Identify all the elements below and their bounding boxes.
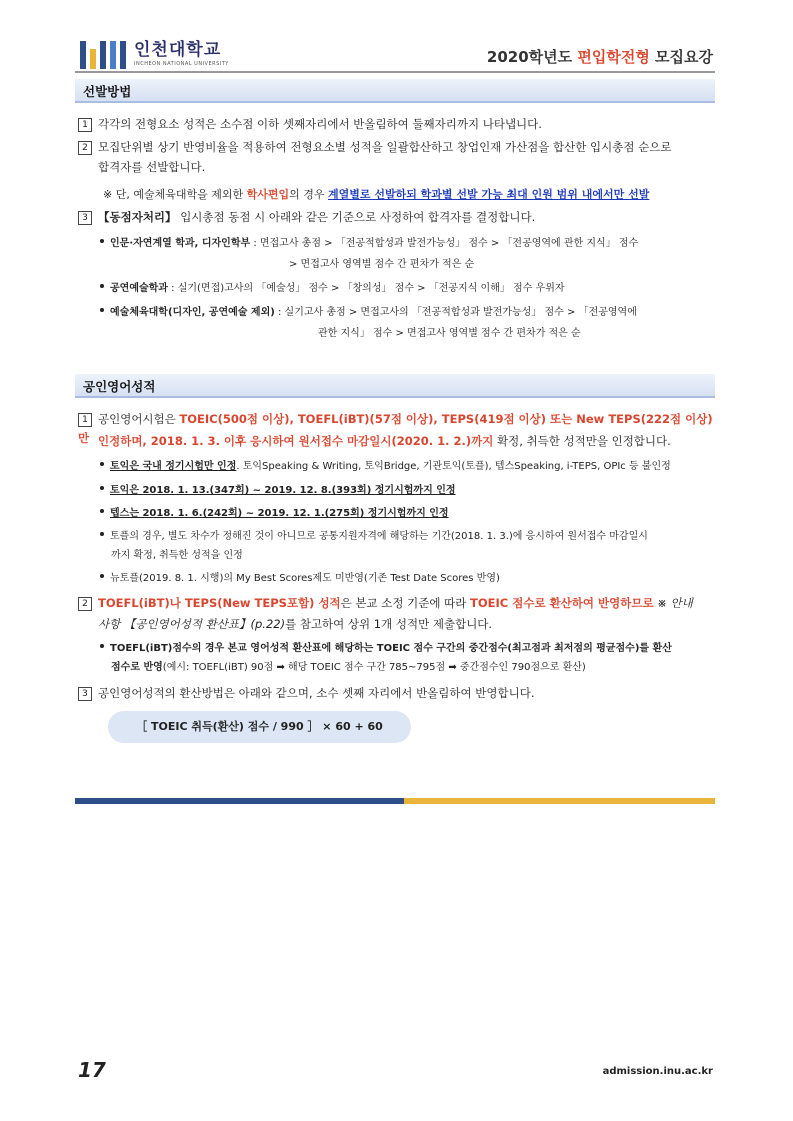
bullet-icon	[100, 239, 104, 243]
list-item: 1 각각의 전형요소 성적은 소수점 이하 셋째자리에서 반올림하여 둘째자리까지 나타냅니다.	[78, 115, 714, 134]
section-title: 선발방법	[83, 84, 132, 99]
section-title: 공인영어성적	[83, 379, 156, 394]
item-number: 3	[78, 211, 92, 225]
bullet-icon	[100, 532, 104, 536]
english-bullet: TOEFL(iBT)점수의 경우 본교 영어성적 환산표에 해당하는 TOEIC 점수 구간의 중간점수(최고점과 최저점의 평균점수)를 환산	[100, 640, 736, 658]
item-number: 2	[78, 597, 92, 611]
english-bullet: 뉴토플(2019. 8. 1. 시행)의 My Best Scores제도 미반영(기존 Test Date Scores 반영)	[100, 570, 736, 588]
bullet-icon	[100, 486, 104, 490]
english-bullet: 토익은 국내 정기시험만 인정. 토익Speaking & Writing, 토익Bridge, 기관토익(토플), 텝스Speaking, i-TEPS, OPIc 등 불인정	[100, 458, 736, 476]
list-item: 2 모집단위별 상기 반영비율을 적용하여 전형요소별 성적을 일괄합산하고 창업인재 가산점을 합산한 입시총점 순으로	[78, 138, 714, 157]
english-bullet: 토플의 경우, 별도 차수가 정해진 것이 아니므로 공통지원자격에 해당하는 기간(2018. 1. 3.)에 응시하여 원서접수 마감일시	[100, 528, 736, 546]
english-bullet: 토익은 2018. 1. 13.(347회) ~ 2019. 12. 8.(393회) 정기시험까지 인정	[100, 482, 736, 500]
inu-logo-icon	[78, 37, 128, 71]
english-bullet-continuation: 까지 확정, 취득한 성적을 인정	[111, 550, 243, 561]
page-header-title: 2020학년도 편입학전형 모집요강	[486, 48, 713, 66]
tie-rule-continuation: 관한 지식」 점수 > 면접고사 영역별 점수 간 편차가 적은 순	[318, 328, 581, 339]
note-line: ※ 단, 예술체육대학을 제외한 학사편입의 경우 계열별로 선발하되 학과별 선발 가능 최대 인원 범위 내에서만 선발	[103, 188, 650, 201]
item-number: 2	[78, 141, 92, 155]
bullet-icon	[100, 644, 104, 648]
logo-text: 인천대학교	[134, 39, 222, 60]
bullet-icon	[100, 284, 104, 288]
list-item-continuation: 사항 【공인영어성적 환산표】(p.22)를 참고하여 상위 1개 성적만 제출합니다.	[98, 617, 493, 631]
bullet-icon	[100, 462, 104, 466]
university-logo	[78, 36, 229, 72]
score-formula: ［ TOEIC 취득(환산) 점수 / 990 ］ × 60 + 60	[108, 711, 411, 743]
footer-bar-navy	[75, 798, 404, 804]
tie-rule: 공연예술학과 : 실기(면접)고사의 「예술성」 점수 > 「창의성」 점수 > 「전공지식 이해」 점수 우위자	[100, 280, 736, 298]
page-number: 17	[78, 1058, 106, 1082]
footer-bar-gold	[404, 798, 715, 804]
tie-rule: 인문·자연계열 학과, 디자인학부 : 면접고사 총점 > 「전공적합성과 발전가능성」 점수 > 「전공영역에 관한 지식」 점수	[100, 235, 736, 253]
bullet-icon	[100, 509, 104, 513]
item-number: 3	[78, 687, 92, 701]
tie-rule: 예술체육대학(디자인, 공연예술 제외) : 실기고사 총점 > 면접고사의 「전공적합성과 발전가능성」 점수 > 「전공영역에	[100, 304, 736, 322]
list-item-continuation: 합격자를 선발합니다.	[98, 160, 206, 174]
footer-url[interactable]: admission.inu.ac.kr	[602, 1066, 713, 1077]
section-header-selection	[75, 79, 715, 103]
english-bullet: 텝스는 2018. 1. 6.(242회) ~ 2019. 12. 1.(275회) 정기시험까지 인정	[100, 505, 736, 523]
tie-rule-continuation: > 면접고사 영역별 점수 간 편차가 적은 순	[289, 259, 475, 270]
bullet-icon	[100, 574, 104, 578]
section-header-english	[75, 374, 715, 398]
bullet-icon	[100, 308, 104, 312]
list-item: 3 【동점자처리】 입시총점 동점 시 아래와 같은 기준으로 사정하여 합격자를 결정합니다.	[78, 208, 714, 227]
list-item: 3 공인영어성적의 환산방법은 아래와 같으며, 소수 셋째 자리에서 반올림하여 반영합니다.	[78, 684, 714, 703]
logo-subtext: INCHEON NATIONAL UNIVERSITY	[134, 60, 229, 67]
list-item: 2 TOEFL(iBT)나 TEPS(New TEPS포함) 성적은 본교 소정 기준에 따라 TOEIC 점수로 환산하여 반영하므로 ※ 안내	[78, 594, 714, 613]
list-item: 1 공인영어시험은 TOEIC(500점 이상), TOEFL(iBT)(57점 이상), TEPS(419점 이상) 또는 New TEPS(222점 이상)만	[78, 412, 713, 445]
list-item-continuation: 인정하며, 2018. 1. 3. 이후 응시하여 원서접수 마감일시(2020. 1. 2.)까지 확정, 취득한 성적만을 인정합니다.	[98, 434, 671, 448]
item-number: 1	[78, 413, 92, 427]
english-bullet-continuation: 점수로 반영(예시: TOEFL(iBT) 90점 ➡ 해당 TOEIC 점수 구간 785~795점 ➡ 중간점수인 790점으로 환산)	[111, 662, 586, 673]
header-divider	[75, 71, 715, 73]
item-number: 1	[78, 118, 92, 132]
